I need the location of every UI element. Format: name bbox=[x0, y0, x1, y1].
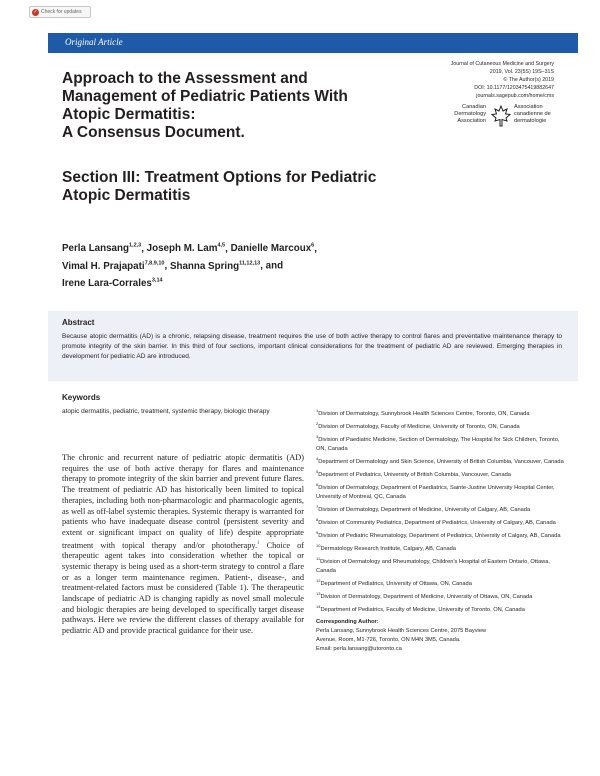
affiliation-item: $^3$Division of Paediatric Medicine, Section of Dermatology, The Hospital for Sick Children, Toronto, ON, Canada bbox=[316, 433, 560, 452]
affiliation-item: $^{11}$Division of Dermatology and Rheumatology, Children's Hospital of Eastern Ontario, Ottawa, Canada bbox=[316, 556, 551, 575]
affiliation-item: $^4$Department of Dermatology and Skin Science, University of British Columbia, Vancouver, Canada bbox=[316, 456, 564, 465]
author[interactable]: Vimal H. Prajapati$^{7,8,9,10}$ bbox=[62, 260, 165, 272]
affiliation-item: $^{10}$Dermatology Research Institute, Calgary, AB, Canada bbox=[316, 543, 456, 552]
affiliation-item: $^{13}$Division of Dermatology, Department of Medicine, University of Ottawa, ON, Canada bbox=[316, 591, 533, 600]
affiliation-item: $^2$Division of Dermatology, Faculty of Medicine, University of Toronto, ON, Canada bbox=[316, 420, 520, 430]
society-name-fr: Association canadienne de dermatologie bbox=[514, 104, 551, 124]
journal-url[interactable]: journals.sagepub.com/home/cms bbox=[476, 93, 554, 99]
author[interactable]: Irene Lara-Corrales$^{3,14}$ bbox=[62, 277, 163, 289]
affiliation-item: $^{12}$Department of Pediatrics, University of Ottawa, ON, Canada bbox=[316, 578, 472, 587]
keywords-heading: Keywords bbox=[62, 393, 101, 402]
reference-link[interactable]: 1 bbox=[257, 540, 260, 546]
article-type-label: Original Article bbox=[65, 37, 123, 47]
abstract-heading: Abstract bbox=[62, 318, 95, 327]
journal-volume: 2019, Vol. 23(5S) 19S–31S bbox=[489, 69, 554, 75]
affiliation-item: $^6$Division of Dermatology, Department of Paediatrics, Sainte-Justine University Hospital Center, University of Montreal, QC, Canada bbox=[316, 482, 555, 500]
check-badge-label: Check for updates bbox=[41, 9, 82, 15]
author[interactable]: Shanna Spring$^{11,12,13}$ bbox=[169, 260, 261, 272]
corresponding-author-email[interactable]: Email: perla.lansang@utoronto.ca bbox=[316, 646, 402, 653]
journal-name: Journal of Cutaneous Medicine and Surgery bbox=[450, 61, 554, 67]
author[interactable]: Danielle Marcoux$^6$ bbox=[230, 243, 315, 255]
affiliation-item: $^1$Division of Dermatology, Sunnybrook Health Sciences Centre, Toronto, ON, Canada bbox=[316, 408, 530, 417]
abstract-text: Because atopic dermatitis (AD) is a chronic, relapsing disease, treatment requires the use of both active therapy to control flares and preventative maintenance therapy to promote integrity of the skin barrier. In this third of four sections, important clinical considerations for the treatment of pediatric AD are reviewed. Emerging therapies in development for pediatric AD are introduced. bbox=[62, 333, 562, 360]
affiliation-item: $^5$Department of Pediatrics, University of British Columbia, Vancouver, Canada bbox=[316, 469, 511, 478]
check-for-updates-badge[interactable] bbox=[29, 6, 91, 18]
check-icon: ✓ bbox=[33, 8, 38, 15]
article-type-bar bbox=[48, 33, 578, 53]
body-paragraph: The chronic and recurrent nature of pediatric atopic dermatitis (AD) requires the use of both active therapy for flares and maintenance therapy to promote integrity of the skin barrier and prevent future flares. The treatment of pediatric AD has historically been limited to topical therapies, including both non-pharmacologic and pharmacologic agents, as well as off-label systemic therapies. Systemic therapy is warranted for patients who have inadequate disease control (persistent severity and extent or significant impact on quality of life) despite appropriate treatment with topical therapy and/or phototherapy.$^1$ Choice of therapeutic agent takes into consideration whether the topical or systemic therapy is being used as a short-term strategy to control a flare or as a longer term maintenance regimen. Patient-, disease-, and treatment-related factors must be considered (Table 1). The therapeutic landscape of pediatric AD is changing rapidly as novel small molecule and biologic therapies are being developed to specifically target disease pathways. Here we review the different classes of therapy available for pediatric AD and provide practical guidance for their use. bbox=[62, 453, 305, 636]
journal-metadata bbox=[374, 60, 554, 100]
affiliations bbox=[316, 406, 568, 654]
article-title: Approach to the Assessment and Management of Pediatric Patients With Atopic Dermatitis: A Consensus Document. bbox=[62, 70, 348, 141]
corresponding-author-heading: Corresponding Author: bbox=[316, 619, 379, 626]
author[interactable]: Perla Lansang$^{1,2,3}$ bbox=[62, 243, 142, 255]
affiliation-item: $^8$Division of Community Pediatrics, Department of Pediatrics, University of Calgary, AB, Canada bbox=[316, 517, 556, 526]
journal-rights: © The Author(s) 2019 bbox=[503, 77, 554, 83]
keywords-text: atopic dermatitis, pediatric, treatment, systemic therapy, biologic therapy bbox=[62, 408, 270, 415]
affiliation-item: $^{14}$Department of Pediatrics, Faculty of Medicine, University of Toronto, ON, Canada bbox=[316, 604, 525, 613]
corresponding-author-line: Perla Lansang, Sunnybrook Health Sciences Centre, 2075 Bayview bbox=[316, 628, 487, 635]
author-list: Perla Lansang$^{1,2,3}$, Joseph M. Lam$^{4,5}$, Danielle Marcoux$^6$, Vimal H. Prajapati$^{7,8,9,10}$, Shanna Spring$^{11,12,13}$, and Irene Lara-Corrales$^{3,14}$ bbox=[62, 243, 317, 289]
maple-leaf-icon bbox=[490, 105, 512, 127]
affiliation-item: $^9$Division of Pediatric Rheumatology, Department of Pediatrics, University of Calgary, AB, Canada bbox=[316, 530, 561, 539]
affiliation-item: $^7$Division of Dermatology, Department of Medicine, University of Calgary, AB, Canada bbox=[316, 504, 531, 513]
author[interactable]: Joseph M. Lam$^{4,5}$ bbox=[146, 243, 226, 255]
society-logo bbox=[440, 104, 560, 140]
section-title: Section III: Treatment Options for Pediatric Atopic Dermatitis bbox=[62, 169, 377, 204]
society-name-en: Canadian Dermatology Association bbox=[454, 104, 486, 124]
journal-doi[interactable]: DOI: 10.1177/1203475419882647 bbox=[474, 85, 554, 91]
corresponding-author-line: Avenue, Room, M1-726, Toronto, ON M4N 3M5, Canada. bbox=[316, 637, 461, 644]
